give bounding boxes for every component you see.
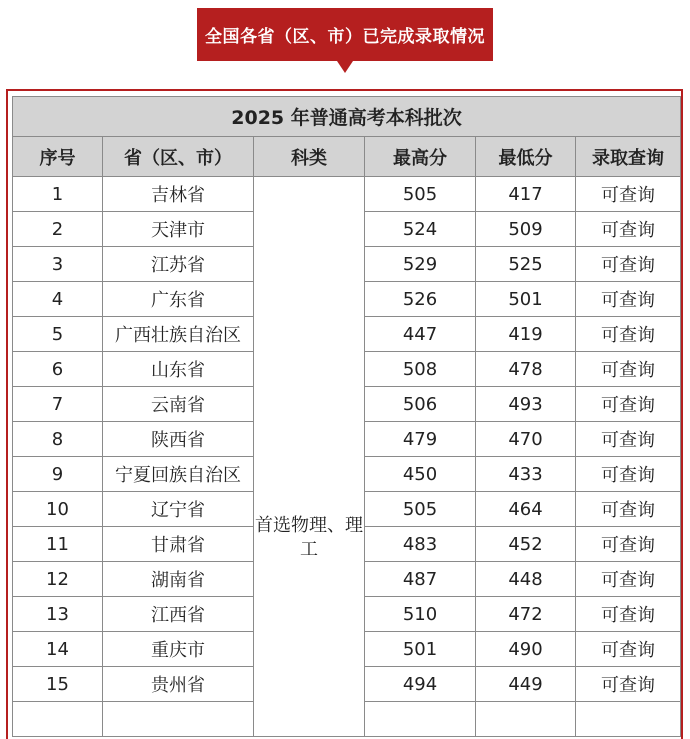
cell-min-score: 472: [476, 597, 576, 632]
header-min-score: 最低分: [476, 137, 576, 177]
cell-query-link[interactable]: 可查询: [576, 457, 681, 492]
cell-no: 2: [13, 212, 103, 247]
cell-max-score: 510: [365, 597, 476, 632]
cell-province: 重庆市: [103, 632, 254, 667]
header-no: 序号: [13, 137, 103, 177]
cell-province: 江西省: [103, 597, 254, 632]
cell-min-score: 470: [476, 422, 576, 457]
cell-no: 4: [13, 282, 103, 317]
cell-min-score: 478: [476, 352, 576, 387]
cell-max-score: 506: [365, 387, 476, 422]
cell-query-link[interactable]: 可查询: [576, 562, 681, 597]
cell-max-score: 494: [365, 667, 476, 702]
cell-max-score: 501: [365, 632, 476, 667]
cell-province: 吉林省: [103, 177, 254, 212]
cell-query-link[interactable]: 可查询: [576, 422, 681, 457]
cell-province: 江苏省: [103, 247, 254, 282]
cell-empty: [365, 702, 476, 737]
cell-max-score: 483: [365, 527, 476, 562]
cell-no: 15: [13, 667, 103, 702]
section-banner: 全国各省（区、市）已完成录取情况: [197, 8, 493, 61]
header-max-score: 最高分: [365, 137, 476, 177]
cell-max-score: 508: [365, 352, 476, 387]
cell-province: 天津市: [103, 212, 254, 247]
cell-no: 6: [13, 352, 103, 387]
cell-min-score: 419: [476, 317, 576, 352]
cell-query-link[interactable]: 可查询: [576, 212, 681, 247]
cell-query-link[interactable]: 可查询: [576, 632, 681, 667]
cell-max-score: 487: [365, 562, 476, 597]
cell-query-link[interactable]: 可查询: [576, 667, 681, 702]
cell-no: 12: [13, 562, 103, 597]
header-category: 科类: [254, 137, 365, 177]
cell-no: 11: [13, 527, 103, 562]
header-query: 录取查询: [576, 137, 681, 177]
cell-min-score: 493: [476, 387, 576, 422]
cell-min-score: 501: [476, 282, 576, 317]
cell-query-link[interactable]: 可查询: [576, 492, 681, 527]
cell-province: 山东省: [103, 352, 254, 387]
cell-province: 广东省: [103, 282, 254, 317]
cell-max-score: 450: [365, 457, 476, 492]
cell-no: 10: [13, 492, 103, 527]
cell-no: 13: [13, 597, 103, 632]
header-province: 省（区、市）: [103, 137, 254, 177]
cell-empty: [576, 702, 681, 737]
cell-min-score: 448: [476, 562, 576, 597]
cell-query-link[interactable]: 可查询: [576, 387, 681, 422]
cell-province: 甘肃省: [103, 527, 254, 562]
cell-no: 8: [13, 422, 103, 457]
cell-province: 宁夏回族自治区: [103, 457, 254, 492]
cell-min-score: 509: [476, 212, 576, 247]
cell-no: 3: [13, 247, 103, 282]
cell-category: 首选物理、理工: [254, 177, 365, 737]
cell-min-score: 433: [476, 457, 576, 492]
cell-province: 陕西省: [103, 422, 254, 457]
cell-min-score: 417: [476, 177, 576, 212]
cell-query-link[interactable]: 可查询: [576, 247, 681, 282]
cell-max-score: 524: [365, 212, 476, 247]
cell-max-score: 526: [365, 282, 476, 317]
cell-max-score: 505: [365, 492, 476, 527]
cell-min-score: 449: [476, 667, 576, 702]
cell-min-score: 452: [476, 527, 576, 562]
admission-table-container: [12, 96, 680, 737]
cell-max-score: 447: [365, 317, 476, 352]
cell-min-score: 490: [476, 632, 576, 667]
cell-max-score: 479: [365, 422, 476, 457]
cell-province: 广西壮族自治区: [103, 317, 254, 352]
cell-min-score: 464: [476, 492, 576, 527]
cell-query-link[interactable]: 可查询: [576, 597, 681, 632]
cell-min-score: 525: [476, 247, 576, 282]
cell-query-link[interactable]: 可查询: [576, 317, 681, 352]
cell-query-link[interactable]: 可查询: [576, 282, 681, 317]
cell-no: 14: [13, 632, 103, 667]
cell-no: 1: [13, 177, 103, 212]
cell-max-score: 505: [365, 177, 476, 212]
admission-table: [12, 96, 681, 737]
cell-no: 7: [13, 387, 103, 422]
cell-empty: [103, 702, 254, 737]
cell-no: 5: [13, 317, 103, 352]
cell-province: 湖南省: [103, 562, 254, 597]
banner-pointer: [337, 61, 353, 73]
cell-empty: [476, 702, 576, 737]
cell-empty: [13, 702, 103, 737]
cell-no: 9: [13, 457, 103, 492]
cell-province: 辽宁省: [103, 492, 254, 527]
cell-max-score: 529: [365, 247, 476, 282]
cell-province: 云南省: [103, 387, 254, 422]
table-row: [13, 177, 681, 212]
cell-query-link[interactable]: 可查询: [576, 177, 681, 212]
cell-query-link[interactable]: 可查询: [576, 352, 681, 387]
cell-query-link[interactable]: 可查询: [576, 527, 681, 562]
cell-province: 贵州省: [103, 667, 254, 702]
table-title: 2025 年普通高考本科批次: [13, 97, 681, 137]
